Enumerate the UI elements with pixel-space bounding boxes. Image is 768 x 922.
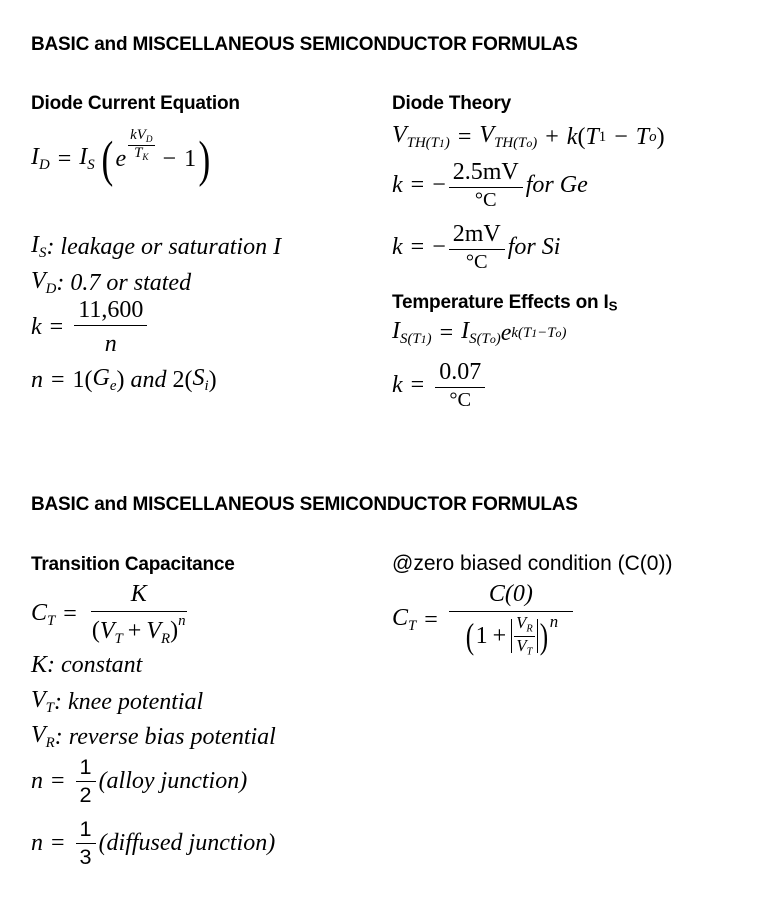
diode-theory-heading: Diode Theory: [392, 93, 512, 114]
n-definition: n = 1( $G_e$ ) and 2( $S_i$ ): [31, 365, 217, 395]
section-1-title: BASIC and MISCELLANEOUS SEMICONDUCTOR FORMULAS: [31, 34, 578, 55]
n-diffused-equation: n = $\frac{1}{3}$ (diffused junction): [31, 816, 276, 869]
vr-definition: $V_R$ : reverse bias potential: [31, 722, 276, 752]
vth-equation: $V_{TH(T1)}$ = $V_{TH(To)}$ + k ( T 1 − T o ): [392, 122, 665, 152]
is-temperature-equation: $I_{S(T1)}$ = $I_{S(To)}$ e k(T1−To): [392, 318, 567, 348]
vt-definition: $V_T$ : knee potential: [31, 687, 204, 717]
k-si-equation: k = − $\frac{2mV}{^\circ C}$ for Si: [392, 221, 561, 274]
zero-bias-heading: @zero biased condition (C(0)): [392, 552, 673, 575]
k-temperature-equation: k = $\frac{0.07}{^\circ C}$: [392, 360, 488, 412]
diode-current-equation: $I_D$ = $I_S$ ( e $kV_D$ $T_K$ − 1 ): [31, 126, 211, 187]
transition-capacitance-heading: Transition Capacitance: [31, 554, 235, 575]
section-2-title: BASIC and MISCELLANEOUS SEMICONDUCTOR FORMULAS: [31, 494, 578, 515]
ct-equation: $C_T$ = $\frac{K}{(V_T + V_R)^n}$: [31, 581, 186, 648]
temperature-effects-heading: Temperature Effects on IS: [392, 292, 618, 314]
is-definition: $I_S$ : leakage or saturation I: [31, 232, 282, 262]
ct-zero-bias-equation: $C_T$ = C(0) ( 1 + $V_R$ $V_T$ ) n: [392, 582, 576, 658]
k-numerator: 11,600: [74, 298, 147, 326]
k-ge-equation: k = − $\frac{2.5mV}{^\circ C}$ for Ge: [392, 159, 588, 212]
diode-current-heading: Diode Current Equation: [31, 93, 240, 114]
k-constant-definition: K : constant: [31, 652, 143, 678]
k-definition: k = $\frac{11,600}{n}$: [31, 298, 150, 357]
n-alloy-equation: n = $\frac{1}{2}$ (alloy junction): [31, 754, 248, 807]
vd-definition: $V_D$ : 0.7 or stated: [31, 268, 192, 298]
